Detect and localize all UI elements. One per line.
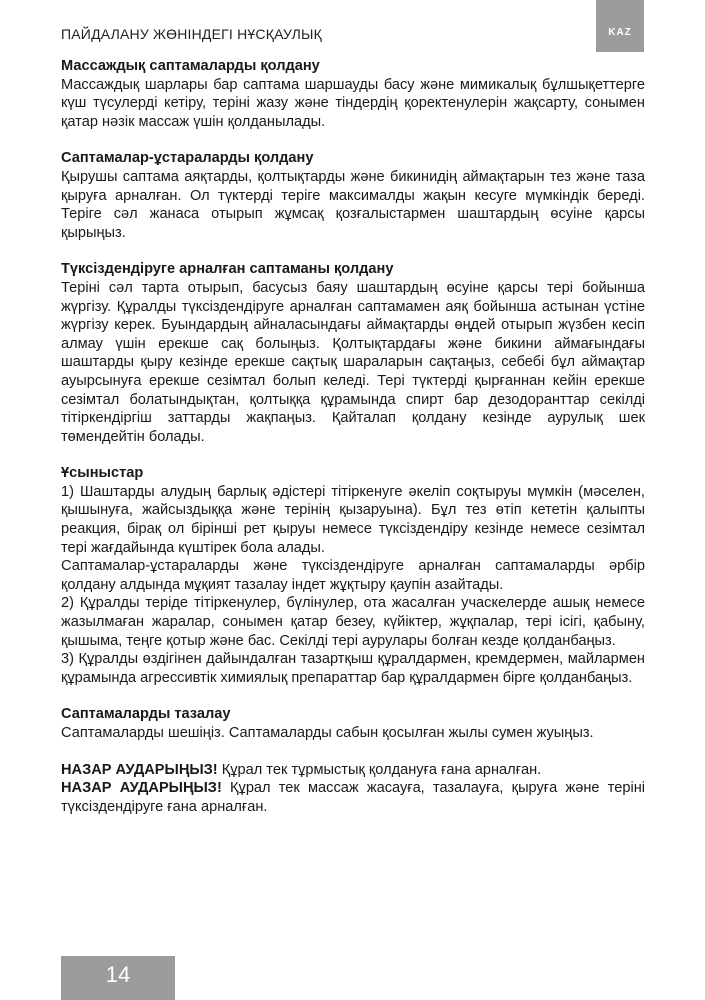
warning-note bbox=[61, 779, 645, 816]
header-title: ПАЙДАЛАНУ ЖӨНІНДЕГІ НҰСҚАУЛЫҚ bbox=[61, 26, 322, 42]
section-paragraph: Саптамаларды шешіңіз. Саптамаларды сабын қосылған жылы сумен жуыңыз. bbox=[61, 725, 594, 741]
section-paragraph: Массаждық шарлары бар саптама шаршауды басу және мимикалық бұлшықеттерге күш түсулерді кетіру, теріні жазу және тіндердің қоректенулерін жақсарту, сонымен қатар нәзік массаж үшін қолданылады. bbox=[61, 76, 645, 130]
section-heading: Ұсыныстар bbox=[61, 465, 144, 482]
warning-note bbox=[61, 761, 645, 780]
section-massage bbox=[61, 57, 645, 131]
page-number-box bbox=[61, 956, 175, 1000]
language-tab bbox=[596, 0, 644, 52]
warning-text: Құрал тек массаж жасауға, тазалауға, қыруға және теріні түксіздендіруге ғана арналған. bbox=[61, 780, 646, 815]
section-paragraph: 3) Құралды өздігінен дайындалған тазартқыш құралдармен, кремдермен, майлармен құрамында агрессивтік химиялық препараттар бар құралдармен бірге қолданбаңыз. bbox=[61, 651, 645, 686]
section-paragraph: 1) Шаштарды алудың барлық әдістері тітіркенуге әкеліп соқтыруы мүмкін (мәселен, қышынуға, жайсыздыққа және терінің қызаруына). Бұл тез өтіп кететін қалыпты реакция, бірақ ол бірінші рет қыруы немесе түксіздендіру кезінде немесе сезімтал тері жағдайында күштірек бола алады. bbox=[61, 483, 645, 556]
warning-label: НАЗАР АУДАРЫҢЫЗ! bbox=[61, 761, 218, 778]
section-heading: Саптамалар-ұстараларды қолдану bbox=[61, 150, 314, 167]
section-paragraph: Теріні сәл тарта отырып, басусыз баяу шаштардың өсуіне қарсы тері бойынша жүргізу. Құралды түксіздендіруге арналған саптамамен аяқ бойынша астынан үстіне жүргізу керек. Буындардың айналасындағы аймақтарды өңдей отырып жүзбен кесіп алмау үшін ерекше сақ болыңыз. Қолтықтардағы және бикини аймағындағы шаштарды қыру кезінде ерекше сақтық шараларын сақтаңыз, себебі бұл аймақтар ауырсынуға ерекше сезімтал болып келеді. Тері түктерді қырғаннан кейін ерекше сезімтал болатындықтан, қолтыққа құрамында спирт бар дезодоранттар секілді тітіркендіргіш заттарды жақпаңыз. Қайталап қолдану кезінде аурулық шек төмендейтін болады. bbox=[61, 279, 645, 445]
section-recommendations bbox=[61, 464, 645, 687]
document-body bbox=[61, 57, 645, 816]
warning-label: НАЗАР АУДАРЫҢЫЗ! bbox=[61, 780, 222, 797]
language-label: KAZ bbox=[608, 27, 632, 38]
section-heading: Саптамаларды тазалау bbox=[61, 706, 231, 723]
warning-text: Құрал тек тұрмыстық қолдануға ғана арналған. bbox=[217, 761, 542, 778]
page-number: 14 bbox=[105, 962, 131, 987]
section-paragraph: 2) Құралды теріде тітіркенулер, бүлінулер, ота жасалған учаскелерде ашық немесе жазылмаған жаралар, сонымен қатар безеу, күйіктер, жұқпалар, тері ісігі, қабыну, қышыма, теңге қотыр және бас. Секілді тері аурулары болған кезде қолданбаңыз. bbox=[61, 595, 645, 649]
section-paragraph: Қырушы саптама аяқтарды, қолтықтарды және бикинидің аймақтарын тез және таза қыруға арналған. Ол түктерді теріге максималды жақын кесуге мүмкіндік береді. Теріге сәл жанаса отырып жұмсақ қозғалыстармен шаштардың өсуіне қарсы қырыңыз. bbox=[61, 168, 645, 241]
section-paragraph: Саптамалар-ұстараларды және түксіздендіруге арналған саптамаларды әрбір қолдану алдында мұқият тазалау індет жұқтыру қаупін азайтады. bbox=[61, 558, 645, 593]
section-razor bbox=[61, 149, 645, 242]
section-cleaning bbox=[61, 705, 645, 742]
section-heading: Массаждық саптамаларды қолдану bbox=[61, 58, 320, 74]
section-heading: Түксіздендіруге арналған саптаманы қолдану bbox=[61, 261, 394, 278]
section-epilation bbox=[61, 260, 645, 446]
